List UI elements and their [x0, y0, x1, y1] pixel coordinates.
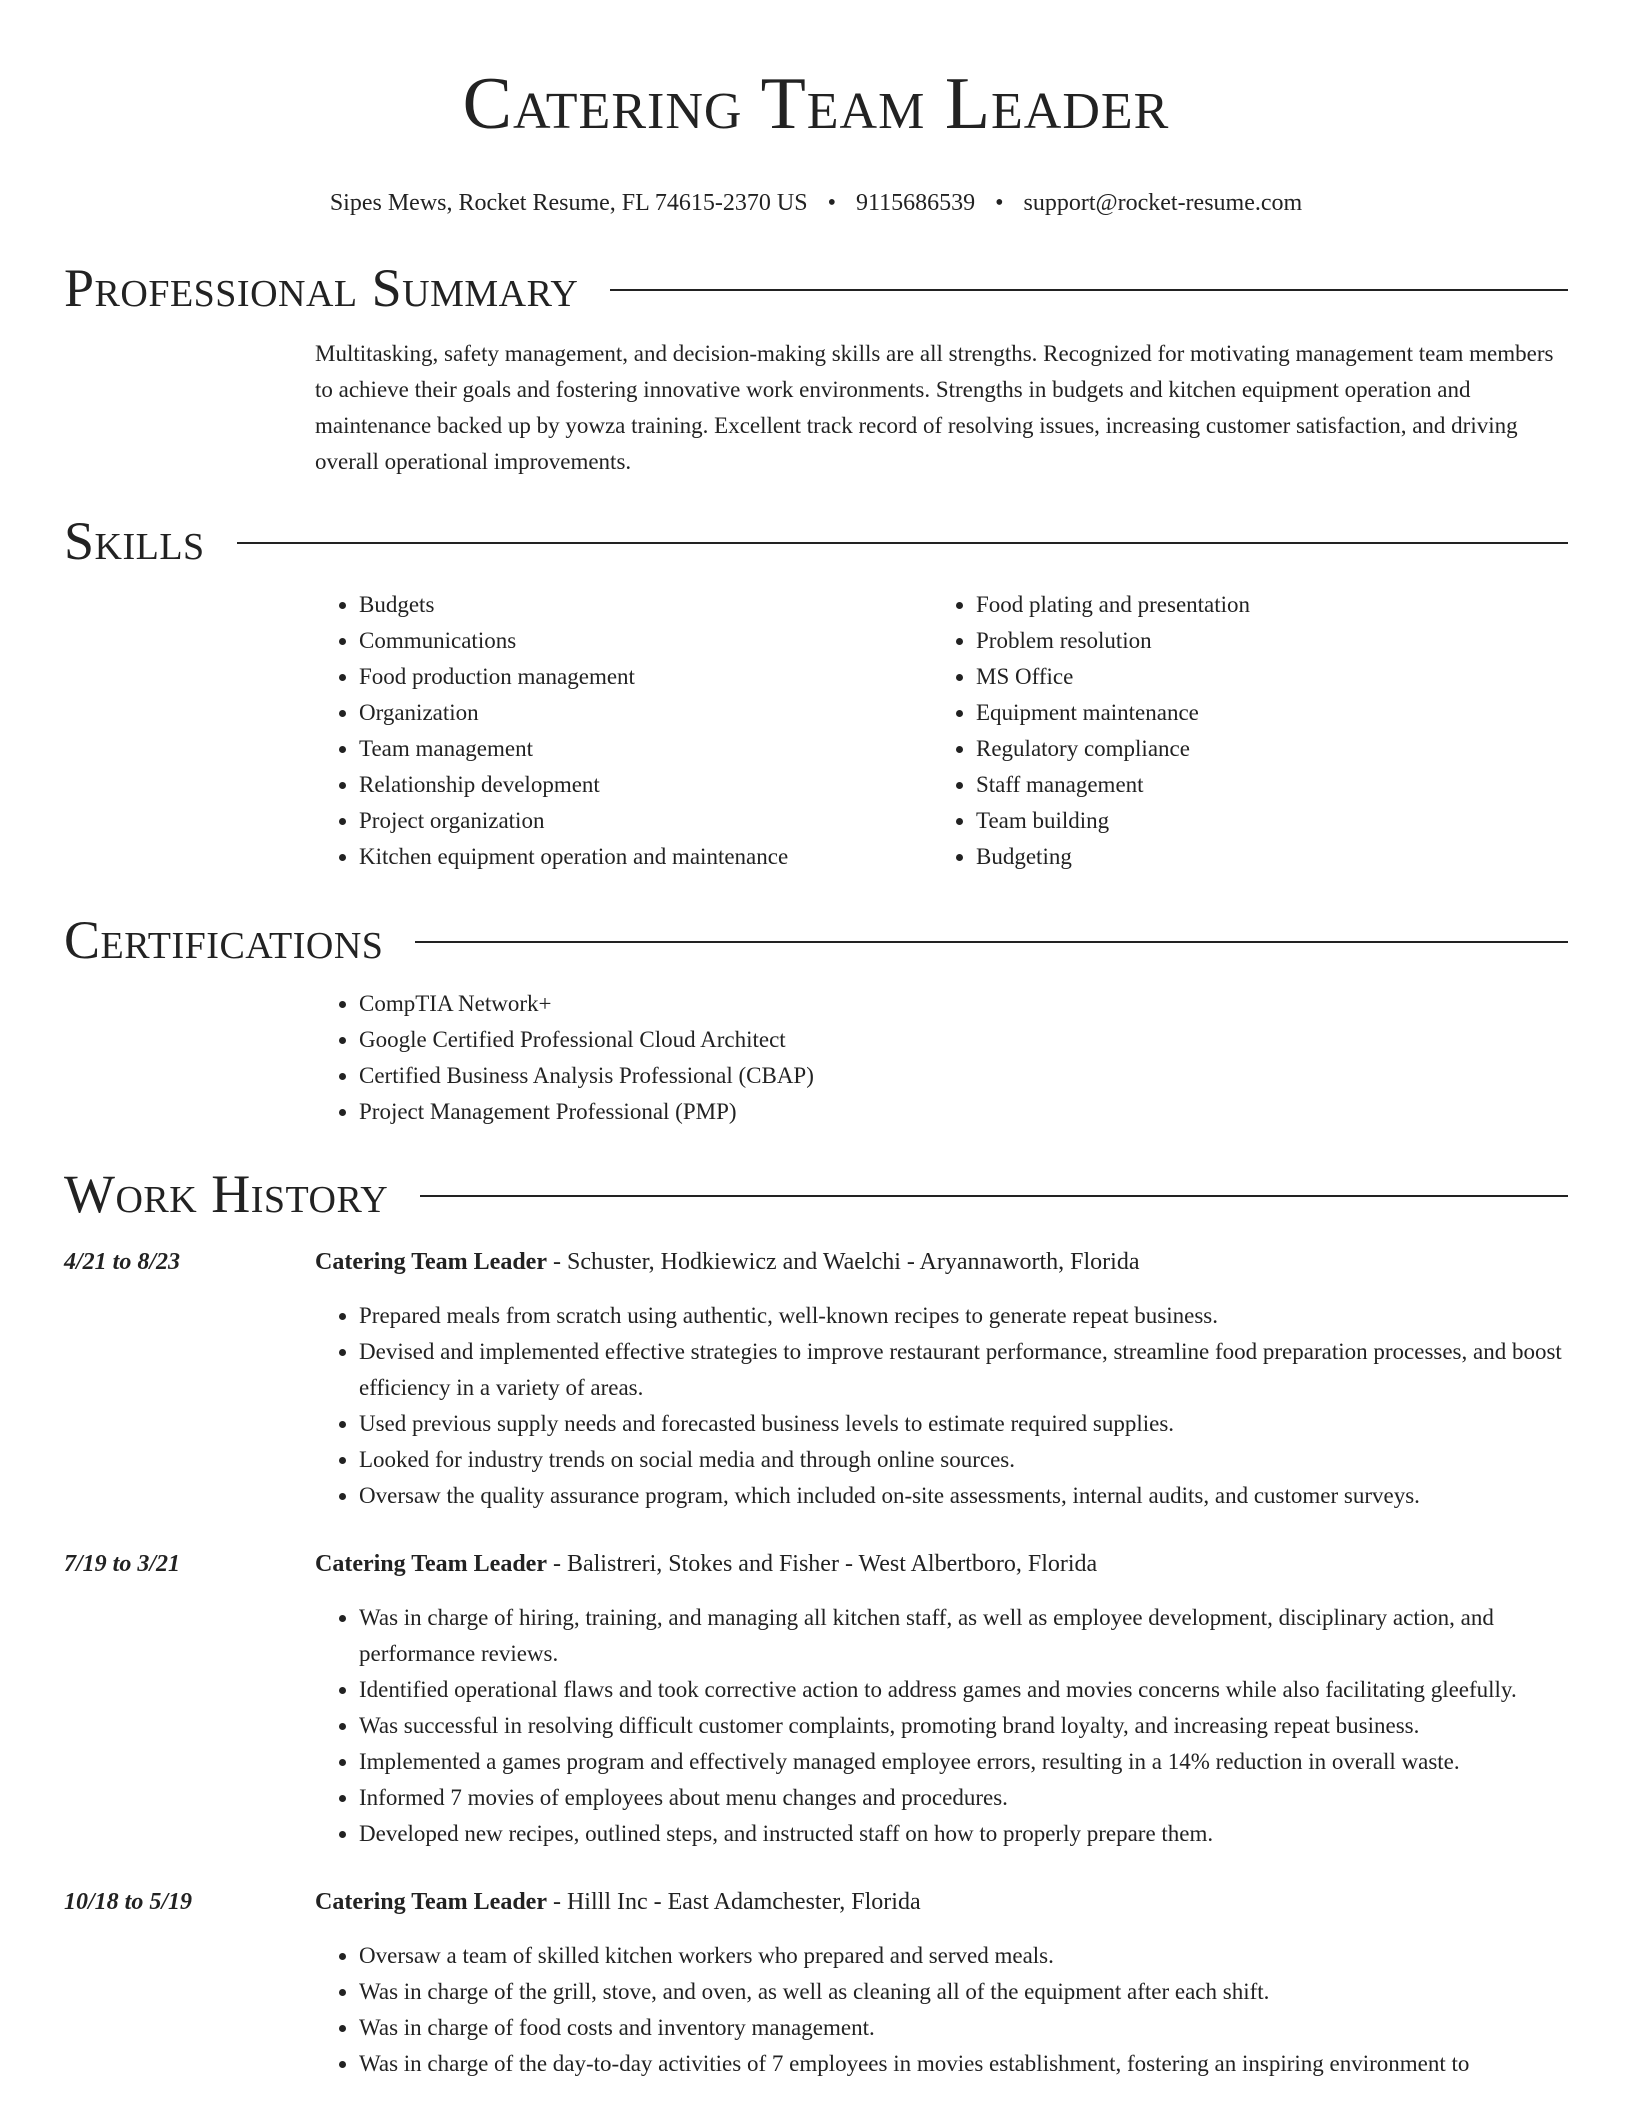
contact-email[interactable]: support@rocket-resume.com [1023, 190, 1303, 216]
job-bullets [315, 1298, 1568, 1514]
section-divider [610, 289, 1568, 291]
job-bullet-list [315, 1298, 1568, 1514]
summary-section [64, 260, 1568, 480]
skill-item: • Regulatory compliance [976, 731, 1549, 767]
job-bullet-list [315, 1600, 1568, 1852]
job-heading [315, 1244, 1568, 1280]
job-bullet: • Identified operational flaws and took corrective action to address games and movies concerns while also facilitating gleefully. [359, 1672, 1568, 1708]
section-divider [237, 542, 1568, 544]
skill-item: • Kitchen equipment operation and maintenance [359, 839, 932, 875]
job-entry [64, 1884, 1568, 2082]
skill-item: • Project organization [359, 803, 932, 839]
job-bullet: • Informed 7 movies of employees about menu changes and procedures. [359, 1780, 1568, 1816]
summary-title: Professional Summary [64, 258, 579, 318]
skills-section [64, 513, 1568, 875]
skill-item: • Problem resolution [976, 623, 1549, 659]
skill-item: • Team building [976, 803, 1549, 839]
summary-text: Multitasking, safety management, and decision-making skills are all strengths. Recognized for motivating management team members to achieve their goals and fostering innovative work environments. Strengths in budgets and kitchen equipment operation and maintenance backed up by yowza training. Excellent track record of resolving issues, increasing customer satisfaction, and driving overall operational improvements. [315, 341, 1554, 474]
job-bullet: • Oversaw the quality assurance program, which included on-site assessments, internal audits, and customer surveys. [359, 1478, 1568, 1514]
skill-item: • Relationship development [359, 767, 932, 803]
job-heading [315, 1884, 1568, 1920]
skills-grid [315, 587, 1568, 875]
job-bullet: • Looked for industry trends on social media and through online sources. [359, 1442, 1568, 1478]
skill-item: • Organization [359, 695, 932, 731]
contact-separator: • [827, 190, 836, 216]
job-bullet: • Implemented a games program and effectively managed employee errors, resulting in a 14% reduction in overall waste. [359, 1744, 1568, 1780]
skills-list-left [315, 587, 932, 875]
job-employer-location: - Schuster, Hodkiewicz and Waelchi - Aryannaworth, Florida [546, 1249, 1140, 1275]
contact-phone: 9115686539 [855, 190, 976, 216]
certifications-section [64, 912, 1568, 1130]
summary-header [64, 260, 1568, 316]
certification-item: • Certified Business Analysis Professional (CBAP) [359, 1058, 1568, 1094]
job-entry [64, 1546, 1568, 1852]
certification-item: • CompTIA Network+ [359, 986, 1568, 1022]
job-bullet: • Was in charge of the day-to-day activities of 7 employees in movies establishment, fostering an inspiring environment to [359, 2046, 1568, 2082]
job-bullets [315, 1938, 1568, 2082]
job-bullet: • Prepared meals from scratch using authentic, well-known recipes to generate repeat business. [359, 1298, 1568, 1334]
job-bullet: • Oversaw a team of skilled kitchen workers who prepared and served meals. [359, 1938, 1568, 1974]
job-role: Catering Team Leader [315, 1249, 547, 1275]
certifications-list [315, 986, 1568, 1130]
job-dates: 7/19 to 3/21 [64, 1551, 181, 1577]
skill-item: • Food production management [359, 659, 932, 695]
section-divider [420, 1195, 1568, 1197]
job-dates: 10/18 to 5/19 [64, 1889, 193, 1915]
job-bullet-list [315, 1938, 1568, 2082]
job-role: Catering Team Leader [315, 1889, 547, 1915]
skill-item: • Team management [359, 731, 932, 767]
job-bullet: • Was in charge of food costs and inventory management. [359, 2010, 1568, 2046]
job-entry [64, 1244, 1568, 1514]
section-divider [415, 941, 1568, 943]
skill-item: • Budgeting [976, 839, 1549, 875]
skill-item: • Staff management [976, 767, 1549, 803]
skill-item: • MS Office [976, 659, 1549, 695]
skill-item: • Communications [359, 623, 932, 659]
certifications-header [64, 912, 1568, 968]
candidate-name: Catering Team Leader [462, 63, 1170, 145]
summary-body [315, 336, 1568, 480]
job-bullets [315, 1600, 1568, 1852]
skills-list-right [932, 587, 1549, 875]
skills-column-left [315, 587, 932, 875]
job-employer-location: - Hilll Inc - East Adamchester, Florida [546, 1889, 921, 1915]
job-dates: 4/21 to 8/23 [64, 1249, 181, 1275]
job-bullet: • Developed new recipes, outlined steps, and instructed staff on how to properly prepare them. [359, 1816, 1568, 1852]
contact-line [0, 188, 1632, 218]
skill-item: • Equipment maintenance [976, 695, 1549, 731]
certifications-title: Certifications [64, 910, 384, 970]
job-bullet: • Devised and implemented effective strategies to improve restaurant performance, streamline food preparation processes, and boost efficiency in a variety of areas. [359, 1334, 1568, 1406]
job-role: Catering Team Leader [315, 1551, 547, 1577]
certification-item: • Project Management Professional (PMP) [359, 1094, 1568, 1130]
contact-address: Sipes Mews, Rocket Resume, FL 74615-2370 US [329, 190, 808, 216]
skills-title: Skills [64, 511, 205, 571]
job-bullet: • Used previous supply needs and forecasted business levels to estimate required supplies. [359, 1406, 1568, 1442]
work-history-title: Work History [64, 1164, 389, 1224]
skill-item: • Food plating and presentation [976, 587, 1549, 623]
work-history-section [64, 1166, 1568, 2082]
skills-column-right [932, 587, 1549, 875]
skill-item: • Budgets [359, 587, 932, 623]
work-history-header [64, 1166, 1568, 1222]
certifications-body [315, 986, 1568, 1130]
job-heading [315, 1546, 1568, 1582]
job-bullet: • Was successful in resolving difficult customer complaints, promoting brand loyalty, and increasing repeat business. [359, 1708, 1568, 1744]
job-bullet: • Was in charge of hiring, training, and managing all kitchen staff, as well as employee development, disciplinary action, and performance reviews. [359, 1600, 1568, 1672]
contact-separator: • [995, 190, 1004, 216]
skills-header [64, 513, 1568, 569]
job-employer-location: - Balistreri, Stokes and Fisher - West Albertboro, Florida [546, 1551, 1098, 1577]
certification-item: • Google Certified Professional Cloud Architect [359, 1022, 1568, 1058]
job-bullet: • Was in charge of the grill, stove, and oven, as well as cleaning all of the equipment after each shift. [359, 1974, 1568, 2010]
